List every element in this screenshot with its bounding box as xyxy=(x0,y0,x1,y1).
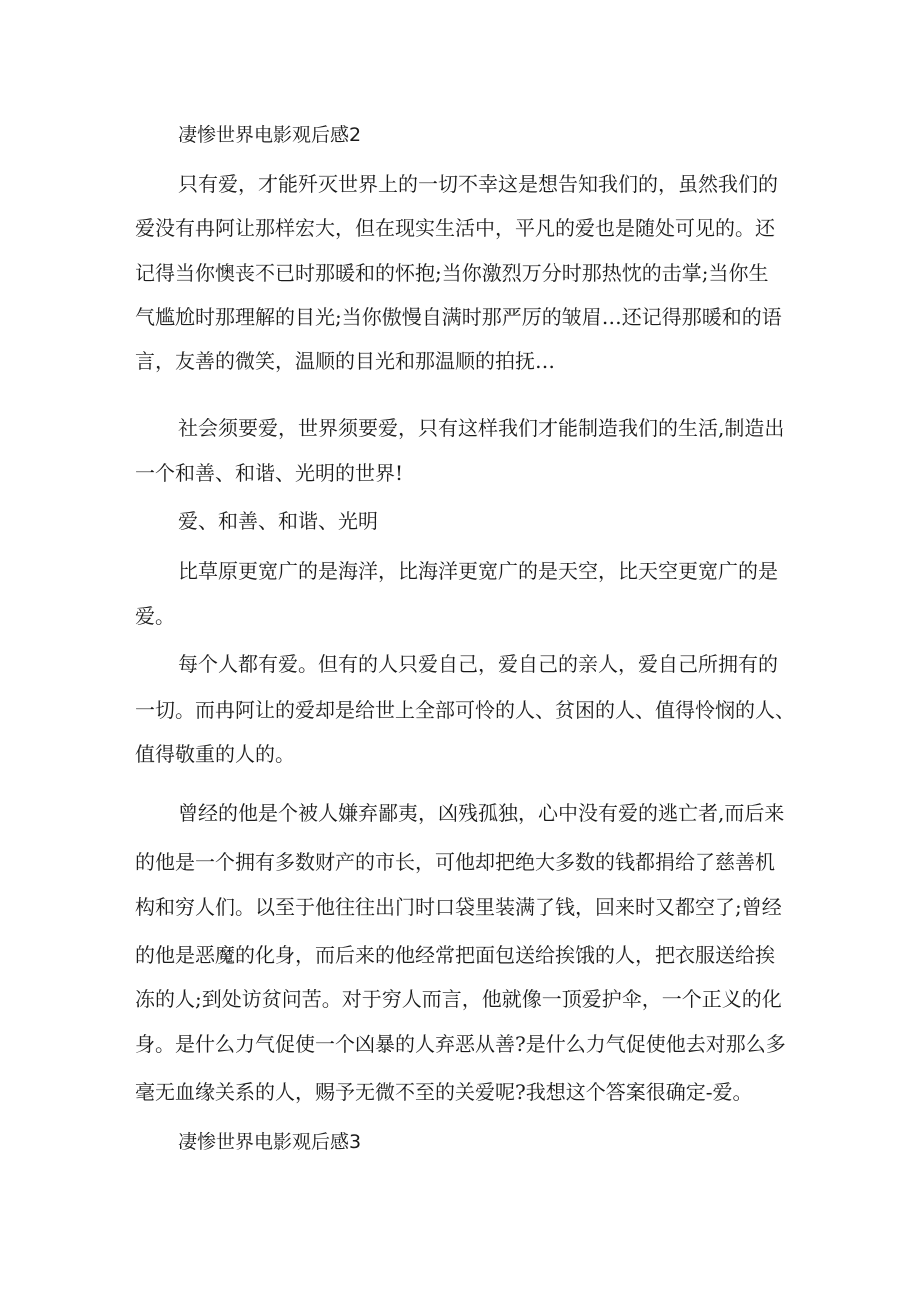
paragraph-6-line-7: 毫无血缘关系的人，赐予无微不至的关爱呢?我想这个答案很确定-爱。 xyxy=(135,1080,753,1104)
paragraph-5-line-1: 每个人都有爱。但有的人只爱自己，爱自己的亲人，爱自己所拥有的 xyxy=(178,652,778,676)
paragraph-3-line-1: 爱、和善、和谐、光明 xyxy=(178,509,378,533)
paragraph-1-line-4: 气尴尬时那理解的目光;当你傲慢自满时那严厉的皱眉…还记得那暖和的语 xyxy=(135,305,782,329)
paragraph-6-line-5: 冻的人;到处访贫问苦。对于穷人而言，他就像一顶爱护伞，一个正义的化 xyxy=(135,987,782,1011)
paragraph-4-line-1: 比草原更宽广的是海洋，比海洋更宽广的是天空，比天空更宽广的是 xyxy=(178,559,778,583)
paragraph-5-line-2: 一切。而冉阿让的爱却是给世上全部可怜的人、贫困的人、值得怜悯的人、 xyxy=(135,698,795,722)
paragraph-5-line-3: 值得敬重的人的。 xyxy=(135,742,295,766)
section-heading-3: 凄惨世界电影观后感3 xyxy=(178,1131,362,1153)
paragraph-6-line-4: 的他是恶魔的化身，而后来的他经常把面包送给挨饿的人，把衣服送给挨 xyxy=(135,943,775,967)
paragraph-1-line-2: 爱没有冉阿让那样宏大，但在现实生活中，平凡的爱也是随处可见的。还 xyxy=(135,216,775,240)
paragraph-2-line-1: 社会须要爱，世界须要爱，只有这样我们才能制造我们的生活,制造出 xyxy=(178,416,785,440)
section-heading-2: 凄惨世界电影观后感2 xyxy=(178,124,362,146)
paragraph-1-line-5: 言，友善的微笑，温顺的目光和那温顺的拍抚… xyxy=(135,349,555,373)
paragraph-6-line-6: 身。是什么力气促使一个凶暴的人弃恶从善?是什么力气促使他去对那么多 xyxy=(135,1032,786,1056)
paragraph-1-line-1: 只有爱，才能歼灭世界上的一切不幸这是想告知我们的，虽然我们的 xyxy=(178,172,778,196)
paragraph-6-line-1: 曾经的他是个被人嫌弃鄙夷，凶残孤独，心中没有爱的逃亡者,而后来 xyxy=(178,801,785,825)
paragraph-6-line-3: 构和穷人们。以至于他往往出门时口袋里装满了钱，回来时又都空了;曾经 xyxy=(135,895,782,919)
paragraph-4-line-2: 爱。 xyxy=(135,604,175,628)
paragraph-2-line-2: 一个和善、和谐、光明的世界! xyxy=(135,461,404,485)
paragraph-6-line-2: 的他是一个拥有多数财产的市长，可他却把绝大多数的钱都捐给了慈善机 xyxy=(135,850,775,874)
paragraph-1-line-3: 记得当你懊丧不已时那暖和的怀抱;当你激烈万分时那热忱的击掌;当你生 xyxy=(135,261,769,285)
